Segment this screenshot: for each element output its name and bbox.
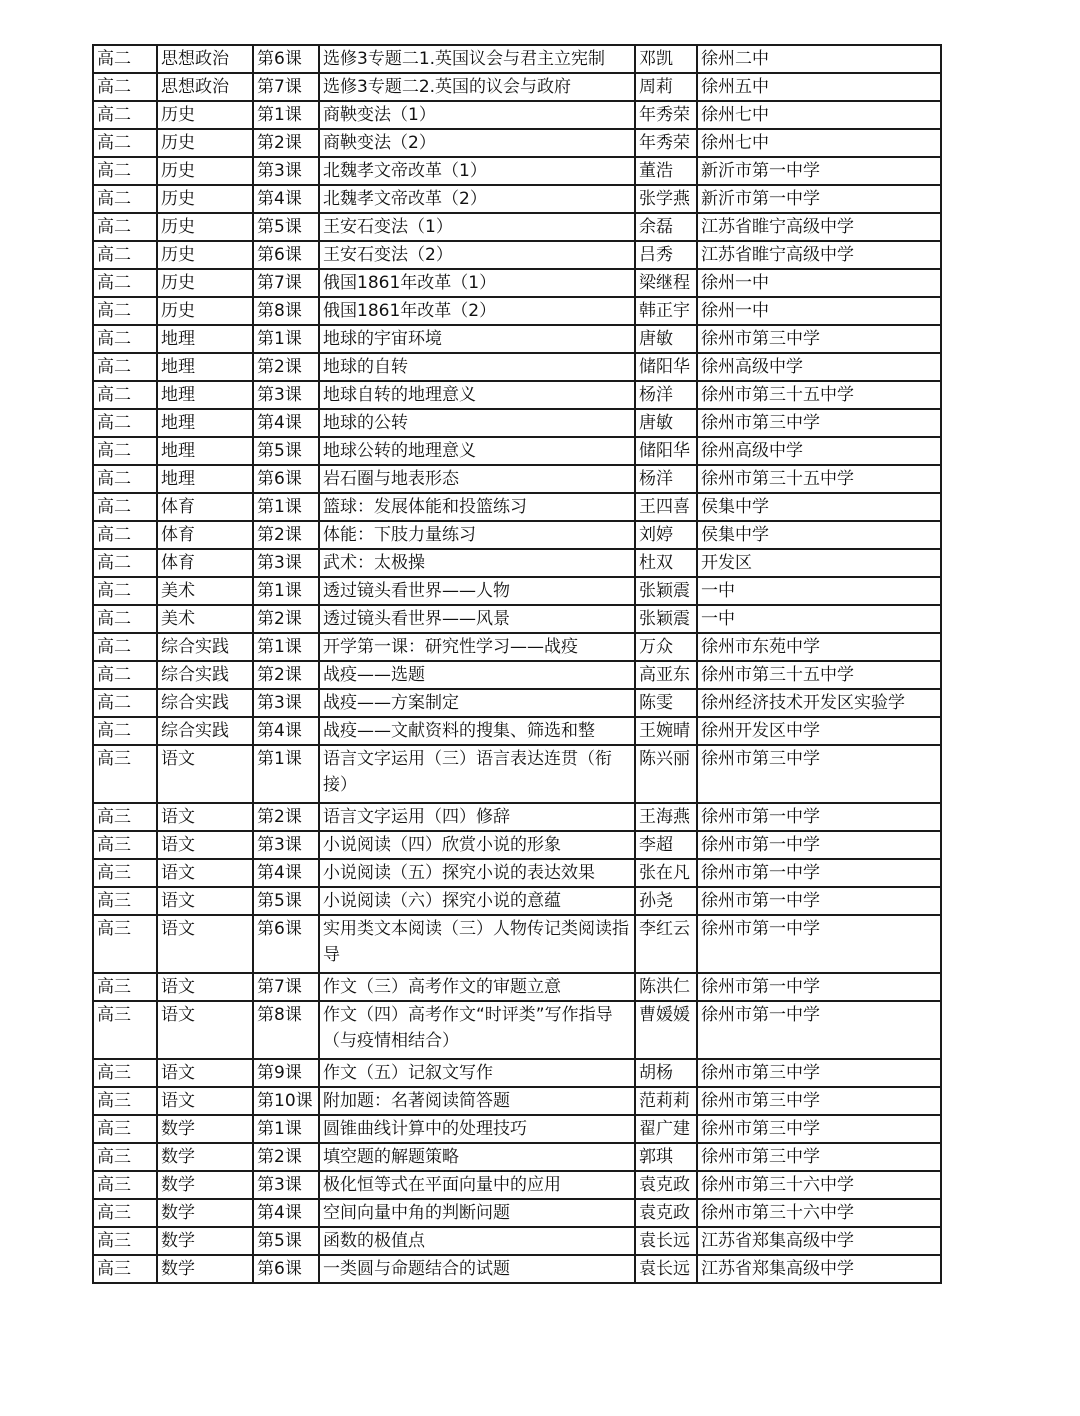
lesson-cell: 第5课	[253, 213, 319, 241]
table-row	[93, 689, 941, 717]
school-cell: 徐州七中	[697, 101, 941, 129]
topic-cell: 选修3专题二2.英国的议会与政府	[319, 73, 635, 101]
school-cell: 徐州二中	[697, 45, 941, 73]
school-cell: 徐州市第三中学	[697, 1087, 941, 1115]
teacher-cell: 王婉晴	[635, 717, 697, 745]
topic-cell: 地球自转的地理意义	[319, 381, 635, 409]
topic-cell: 函数的极值点	[319, 1227, 635, 1255]
school-cell: 徐州一中	[697, 269, 941, 297]
grade-cell: 高三	[93, 1001, 157, 1059]
school-cell: 徐州市第三中学	[697, 325, 941, 353]
subject-cell: 数学	[157, 1171, 253, 1199]
school-cell: 江苏省睢宁高级中学	[697, 213, 941, 241]
subject-cell: 地理	[157, 381, 253, 409]
teacher-cell: 袁克政	[635, 1199, 697, 1227]
teacher-cell: 王四喜	[635, 493, 697, 521]
lesson-cell: 第5课	[253, 1227, 319, 1255]
subject-cell: 地理	[157, 437, 253, 465]
table-row	[93, 577, 941, 605]
lesson-cell: 第3课	[253, 1171, 319, 1199]
school-cell: 徐州市东苑中学	[697, 633, 941, 661]
table-row	[93, 1087, 941, 1115]
table-row	[93, 633, 941, 661]
subject-cell: 语文	[157, 1059, 253, 1087]
topic-cell: 填空题的解题策略	[319, 1143, 635, 1171]
lesson-cell: 第5课	[253, 437, 319, 465]
lesson-cell: 第1课	[253, 101, 319, 129]
school-cell: 徐州市第三中学	[697, 745, 941, 803]
lesson-cell: 第6课	[253, 1255, 319, 1283]
lesson-cell: 第5课	[253, 887, 319, 915]
school-cell: 徐州市第三十五中学	[697, 661, 941, 689]
teacher-cell: 刘婷	[635, 521, 697, 549]
topic-cell: 开学第一课：研究性学习——战疫	[319, 633, 635, 661]
topic-cell: 地球公转的地理意义	[319, 437, 635, 465]
lesson-cell: 第2课	[253, 661, 319, 689]
school-cell: 开发区	[697, 549, 941, 577]
topic-cell: 战疫——方案制定	[319, 689, 635, 717]
teacher-cell: 张学燕	[635, 185, 697, 213]
table-row	[93, 129, 941, 157]
grade-cell: 高三	[93, 887, 157, 915]
subject-cell: 语文	[157, 915, 253, 973]
grade-cell: 高二	[93, 493, 157, 521]
teacher-cell: 曹媛媛	[635, 1001, 697, 1059]
table-row	[93, 1227, 941, 1255]
lesson-cell: 第2课	[253, 803, 319, 831]
table-row	[93, 325, 941, 353]
grade-cell: 高二	[93, 717, 157, 745]
table-row	[93, 803, 941, 831]
grade-cell: 高二	[93, 577, 157, 605]
topic-cell: 俄国1861年改革（1）	[319, 269, 635, 297]
teacher-cell: 张颖震	[635, 605, 697, 633]
table-row	[93, 157, 941, 185]
grade-cell: 高三	[93, 1143, 157, 1171]
teacher-cell: 杨洋	[635, 465, 697, 493]
subject-cell: 综合实践	[157, 661, 253, 689]
topic-cell: 附加题：名著阅读简答题	[319, 1087, 635, 1115]
grade-cell: 高二	[93, 185, 157, 213]
table-row	[93, 831, 941, 859]
topic-cell: 作文（四）高考作文“时评类”写作指导（与疫情相结合）	[319, 1001, 635, 1059]
table-row	[93, 887, 941, 915]
lesson-cell: 第6课	[253, 241, 319, 269]
school-cell: 徐州市第一中学	[697, 973, 941, 1001]
teacher-cell: 余磊	[635, 213, 697, 241]
topic-cell: 语言文字运用（四）修辞	[319, 803, 635, 831]
table-row	[93, 381, 941, 409]
subject-cell: 历史	[157, 157, 253, 185]
topic-cell: 选修3专题二1.英国议会与君主立宪制	[319, 45, 635, 73]
lesson-cell: 第4课	[253, 185, 319, 213]
lesson-cell: 第7课	[253, 73, 319, 101]
teacher-cell: 高亚东	[635, 661, 697, 689]
subject-cell: 思想政治	[157, 73, 253, 101]
lesson-cell: 第2课	[253, 129, 319, 157]
table-row	[93, 1115, 941, 1143]
table-row	[93, 213, 941, 241]
table-row	[93, 185, 941, 213]
school-cell: 徐州高级中学	[697, 353, 941, 381]
lesson-cell: 第1课	[253, 493, 319, 521]
teacher-cell: 唐敏	[635, 409, 697, 437]
table-row	[93, 1001, 941, 1059]
table-row	[93, 1059, 941, 1087]
lesson-cell: 第8课	[253, 1001, 319, 1059]
school-cell: 新沂市第一中学	[697, 185, 941, 213]
table-row	[93, 45, 941, 73]
grade-cell: 高二	[93, 101, 157, 129]
table-row	[93, 1199, 941, 1227]
topic-cell: 篮球：发展体能和投篮练习	[319, 493, 635, 521]
grade-cell: 高二	[93, 549, 157, 577]
topic-cell: 小说阅读（四）欣赏小说的形象	[319, 831, 635, 859]
teacher-cell: 万众	[635, 633, 697, 661]
grade-cell: 高二	[93, 661, 157, 689]
table-row	[93, 661, 941, 689]
school-cell: 徐州市第一中学	[697, 915, 941, 973]
teacher-cell: 李超	[635, 831, 697, 859]
school-cell: 侯集中学	[697, 521, 941, 549]
topic-cell: 战疫——文献资料的搜集、筛选和整	[319, 717, 635, 745]
subject-cell: 体育	[157, 549, 253, 577]
grade-cell: 高二	[93, 437, 157, 465]
topic-cell: 实用类文本阅读（三）人物传记类阅读指导	[319, 915, 635, 973]
subject-cell: 历史	[157, 129, 253, 157]
grade-cell: 高三	[93, 1255, 157, 1283]
topic-cell: 俄国1861年改革（2）	[319, 297, 635, 325]
topic-cell: 商鞅变法（2）	[319, 129, 635, 157]
table-row	[93, 241, 941, 269]
school-cell: 徐州市第一中学	[697, 831, 941, 859]
grade-cell: 高二	[93, 213, 157, 241]
table-row	[93, 549, 941, 577]
lesson-cell: 第9课	[253, 1059, 319, 1087]
subject-cell: 语文	[157, 803, 253, 831]
school-cell: 侯集中学	[697, 493, 941, 521]
topic-cell: 透过镜头看世界——人物	[319, 577, 635, 605]
grade-cell: 高二	[93, 325, 157, 353]
teacher-cell: 孙尧	[635, 887, 697, 915]
subject-cell: 历史	[157, 297, 253, 325]
table-row	[93, 1171, 941, 1199]
grade-cell: 高二	[93, 269, 157, 297]
grade-cell: 高二	[93, 409, 157, 437]
table-row	[93, 717, 941, 745]
teacher-cell: 梁继程	[635, 269, 697, 297]
subject-cell: 地理	[157, 409, 253, 437]
subject-cell: 体育	[157, 493, 253, 521]
teacher-cell: 陈雯	[635, 689, 697, 717]
teacher-cell: 吕秀	[635, 241, 697, 269]
school-cell: 徐州开发区中学	[697, 717, 941, 745]
course-schedule-table	[92, 44, 942, 1284]
grade-cell: 高三	[93, 1171, 157, 1199]
grade-cell: 高三	[93, 1227, 157, 1255]
subject-cell: 数学	[157, 1115, 253, 1143]
topic-cell: 地球的公转	[319, 409, 635, 437]
topic-cell: 地球的宇宙环境	[319, 325, 635, 353]
topic-cell: 北魏孝文帝改革（2）	[319, 185, 635, 213]
topic-cell: 武术：太极操	[319, 549, 635, 577]
subject-cell: 历史	[157, 213, 253, 241]
lesson-cell: 第3课	[253, 381, 319, 409]
topic-cell: 小说阅读（六）探究小说的意蕴	[319, 887, 635, 915]
topic-cell: 小说阅读（五）探究小说的表达效果	[319, 859, 635, 887]
topic-cell: 圆锥曲线计算中的处理技巧	[319, 1115, 635, 1143]
grade-cell: 高二	[93, 157, 157, 185]
lesson-cell: 第10课	[253, 1087, 319, 1115]
subject-cell: 数学	[157, 1143, 253, 1171]
lesson-cell: 第4课	[253, 409, 319, 437]
lesson-cell: 第2课	[253, 353, 319, 381]
school-cell: 徐州高级中学	[697, 437, 941, 465]
subject-cell: 语文	[157, 859, 253, 887]
subject-cell: 综合实践	[157, 689, 253, 717]
teacher-cell: 胡杨	[635, 1059, 697, 1087]
lesson-cell: 第1课	[253, 633, 319, 661]
subject-cell: 思想政治	[157, 45, 253, 73]
school-cell: 徐州市第三中学	[697, 1143, 941, 1171]
table-row	[93, 437, 941, 465]
subject-cell: 语文	[157, 887, 253, 915]
topic-cell: 商鞅变法（1）	[319, 101, 635, 129]
grade-cell: 高二	[93, 45, 157, 73]
school-cell: 徐州五中	[697, 73, 941, 101]
grade-cell: 高三	[93, 859, 157, 887]
teacher-cell: 张颖震	[635, 577, 697, 605]
lesson-cell: 第4课	[253, 859, 319, 887]
teacher-cell: 韩正宇	[635, 297, 697, 325]
table-row	[93, 465, 941, 493]
school-cell: 徐州市第三十六中学	[697, 1199, 941, 1227]
school-cell: 徐州市第三十六中学	[697, 1171, 941, 1199]
topic-cell: 体能：下肢力量练习	[319, 521, 635, 549]
table-row	[93, 1143, 941, 1171]
table-row	[93, 973, 941, 1001]
table-row	[93, 297, 941, 325]
school-cell: 徐州市第三十五中学	[697, 465, 941, 493]
lesson-cell: 第6课	[253, 915, 319, 973]
lesson-cell: 第4课	[253, 1199, 319, 1227]
subject-cell: 地理	[157, 465, 253, 493]
subject-cell: 综合实践	[157, 717, 253, 745]
topic-cell: 地球的自转	[319, 353, 635, 381]
lesson-cell: 第1课	[253, 325, 319, 353]
lesson-cell: 第2课	[253, 1143, 319, 1171]
subject-cell: 语文	[157, 745, 253, 803]
lesson-cell: 第4课	[253, 717, 319, 745]
grade-cell: 高二	[93, 633, 157, 661]
grade-cell: 高二	[93, 381, 157, 409]
lesson-cell: 第7课	[253, 973, 319, 1001]
table-row	[93, 521, 941, 549]
lesson-cell: 第2课	[253, 605, 319, 633]
lesson-cell: 第8课	[253, 297, 319, 325]
lesson-cell: 第3课	[253, 549, 319, 577]
table-row	[93, 915, 941, 973]
teacher-cell: 杨洋	[635, 381, 697, 409]
grade-cell: 高三	[93, 745, 157, 803]
subject-cell: 地理	[157, 353, 253, 381]
subject-cell: 语文	[157, 1087, 253, 1115]
teacher-cell: 邓凯	[635, 45, 697, 73]
school-cell: 徐州市第三十五中学	[697, 381, 941, 409]
lesson-cell: 第2课	[253, 521, 319, 549]
teacher-cell: 陈洪仁	[635, 973, 697, 1001]
table-row	[93, 73, 941, 101]
grade-cell: 高二	[93, 353, 157, 381]
school-cell: 徐州市第三中学	[697, 1115, 941, 1143]
subject-cell: 语文	[157, 1001, 253, 1059]
topic-cell: 作文（五）记叙文写作	[319, 1059, 635, 1087]
grade-cell: 高二	[93, 521, 157, 549]
grade-cell: 高二	[93, 465, 157, 493]
grade-cell: 高三	[93, 973, 157, 1001]
school-cell: 徐州经济技术开发区实验学	[697, 689, 941, 717]
subject-cell: 历史	[157, 241, 253, 269]
teacher-cell: 董浩	[635, 157, 697, 185]
lesson-cell: 第3课	[253, 689, 319, 717]
teacher-cell: 郭琪	[635, 1143, 697, 1171]
teacher-cell: 袁长远	[635, 1255, 697, 1283]
school-cell: 江苏省睢宁高级中学	[697, 241, 941, 269]
teacher-cell: 年秀荣	[635, 101, 697, 129]
school-cell: 一中	[697, 605, 941, 633]
table-row	[93, 745, 941, 803]
lesson-cell: 第1课	[253, 577, 319, 605]
teacher-cell: 袁克政	[635, 1171, 697, 1199]
subject-cell: 数学	[157, 1199, 253, 1227]
grade-cell: 高二	[93, 689, 157, 717]
grade-cell: 高三	[93, 915, 157, 973]
teacher-cell: 翟广建	[635, 1115, 697, 1143]
topic-cell: 王安石变法（1）	[319, 213, 635, 241]
lesson-cell: 第3课	[253, 831, 319, 859]
subject-cell: 历史	[157, 269, 253, 297]
teacher-cell: 范莉莉	[635, 1087, 697, 1115]
teacher-cell: 王海燕	[635, 803, 697, 831]
school-cell: 新沂市第一中学	[697, 157, 941, 185]
school-cell: 一中	[697, 577, 941, 605]
lesson-cell: 第1课	[253, 745, 319, 803]
grade-cell: 高二	[93, 129, 157, 157]
topic-cell: 作文（三）高考作文的审题立意	[319, 973, 635, 1001]
school-cell: 徐州市第一中学	[697, 803, 941, 831]
table-row	[93, 101, 941, 129]
table-row	[93, 1255, 941, 1283]
teacher-cell: 储阳华	[635, 353, 697, 381]
teacher-cell: 袁长远	[635, 1227, 697, 1255]
grade-cell: 高三	[93, 803, 157, 831]
subject-cell: 语文	[157, 831, 253, 859]
table-row	[93, 353, 941, 381]
subject-cell: 体育	[157, 521, 253, 549]
table-row	[93, 605, 941, 633]
grade-cell: 高三	[93, 1059, 157, 1087]
grade-cell: 高三	[93, 1115, 157, 1143]
teacher-cell: 唐敏	[635, 325, 697, 353]
teacher-cell: 储阳华	[635, 437, 697, 465]
subject-cell: 数学	[157, 1255, 253, 1283]
topic-cell: 语言文字运用（三）语言表达连贯（衔接）	[319, 745, 635, 803]
table-row	[93, 493, 941, 521]
lesson-cell: 第7课	[253, 269, 319, 297]
topic-cell: 透过镜头看世界——风景	[319, 605, 635, 633]
teacher-cell: 陈兴丽	[635, 745, 697, 803]
teacher-cell: 年秀荣	[635, 129, 697, 157]
lesson-cell: 第3课	[253, 157, 319, 185]
school-cell: 江苏省郑集高级中学	[697, 1227, 941, 1255]
grade-cell: 高三	[93, 1199, 157, 1227]
lesson-cell: 第1课	[253, 1115, 319, 1143]
school-cell: 徐州七中	[697, 129, 941, 157]
grade-cell: 高三	[93, 1087, 157, 1115]
table-row	[93, 859, 941, 887]
topic-cell: 空间向量中角的判断问题	[319, 1199, 635, 1227]
subject-cell: 美术	[157, 605, 253, 633]
teacher-cell: 张在凡	[635, 859, 697, 887]
table-row	[93, 269, 941, 297]
subject-cell: 综合实践	[157, 633, 253, 661]
teacher-cell: 杜双	[635, 549, 697, 577]
subject-cell: 数学	[157, 1227, 253, 1255]
teacher-cell: 李红云	[635, 915, 697, 973]
topic-cell: 极化恒等式在平面向量中的应用	[319, 1171, 635, 1199]
subject-cell: 美术	[157, 577, 253, 605]
topic-cell: 北魏孝文帝改革（1）	[319, 157, 635, 185]
table-body	[93, 45, 941, 1283]
school-cell: 徐州市第三中学	[697, 409, 941, 437]
subject-cell: 地理	[157, 325, 253, 353]
school-cell: 徐州一中	[697, 297, 941, 325]
lesson-cell: 第6课	[253, 45, 319, 73]
grade-cell: 高二	[93, 605, 157, 633]
topic-cell: 岩石圈与地表形态	[319, 465, 635, 493]
lesson-cell: 第6课	[253, 465, 319, 493]
subject-cell: 语文	[157, 973, 253, 1001]
subject-cell: 历史	[157, 185, 253, 213]
grade-cell: 高二	[93, 241, 157, 269]
topic-cell: 一类圆与命题结合的试题	[319, 1255, 635, 1283]
school-cell: 江苏省郑集高级中学	[697, 1255, 941, 1283]
grade-cell: 高二	[93, 297, 157, 325]
teacher-cell: 周莉	[635, 73, 697, 101]
school-cell: 徐州市第一中学	[697, 859, 941, 887]
subject-cell: 历史	[157, 101, 253, 129]
school-cell: 徐州市第一中学	[697, 1001, 941, 1059]
grade-cell: 高三	[93, 831, 157, 859]
topic-cell: 王安石变法（2）	[319, 241, 635, 269]
grade-cell: 高二	[93, 73, 157, 101]
school-cell: 徐州市第一中学	[697, 887, 941, 915]
school-cell: 徐州市第三中学	[697, 1059, 941, 1087]
table-row	[93, 409, 941, 437]
topic-cell: 战疫——选题	[319, 661, 635, 689]
